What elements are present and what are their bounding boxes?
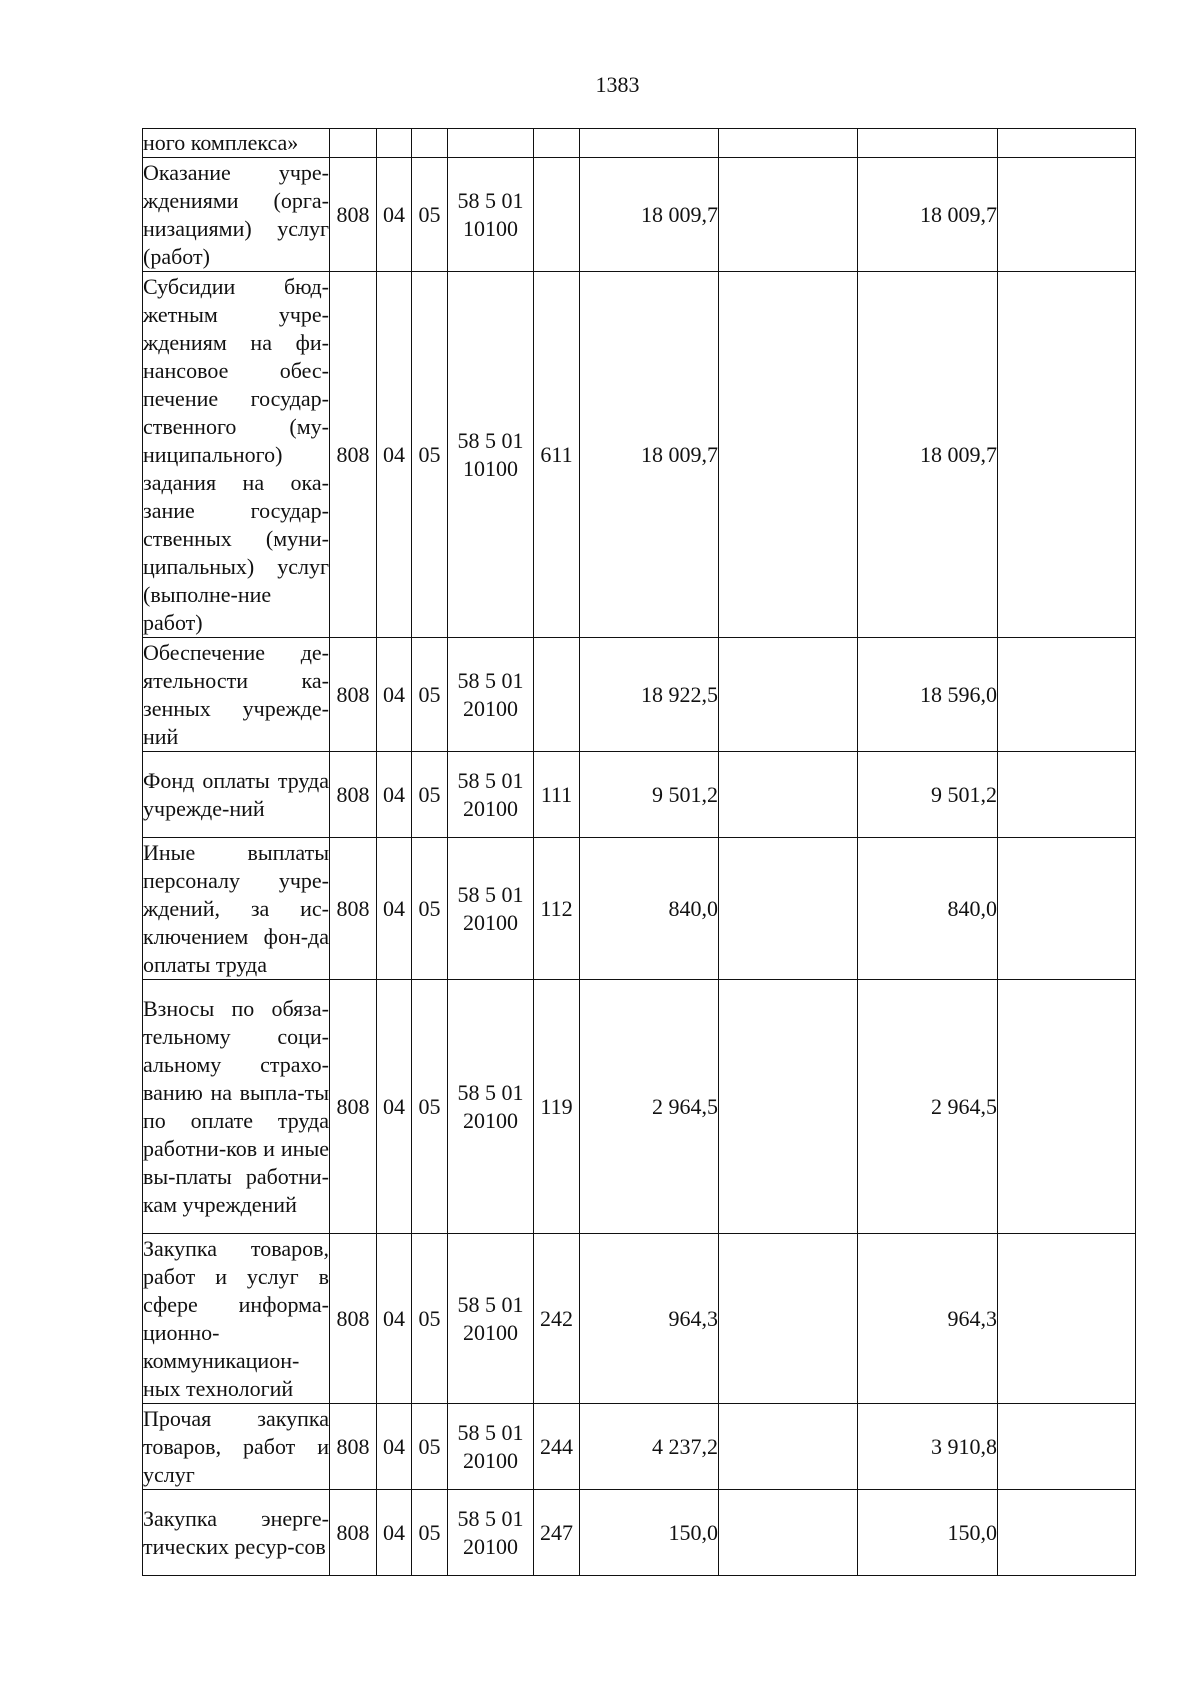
admin-code-cell: 808 <box>330 1404 377 1490</box>
section-code-cell <box>377 129 412 158</box>
target-article-cell: 58 5 01 20100 <box>448 638 534 752</box>
target-article-cell <box>448 129 534 158</box>
expense-type-cell: 119 <box>534 980 580 1234</box>
admin-code-cell: 808 <box>330 752 377 838</box>
subsection-code-cell: 05 <box>412 1490 448 1576</box>
amount-cell <box>719 980 858 1234</box>
row-name-cell: Оказание учре-ждениями (орга-низациями) услуг (работ) <box>143 158 330 272</box>
amount-cell: 18 009,7 <box>858 272 998 638</box>
admin-code-cell: 808 <box>330 158 377 272</box>
amount-cell <box>998 272 1136 638</box>
row-name-cell: Обеспечение де-ятельности ка-зенных учрежде-ний <box>143 638 330 752</box>
section-code-cell: 04 <box>377 838 412 980</box>
admin-code-cell: 808 <box>330 1490 377 1576</box>
expense-type-cell: 244 <box>534 1404 580 1490</box>
amount-cell <box>719 272 858 638</box>
amount-cell: 840,0 <box>858 838 998 980</box>
target-article-cell: 58 5 01 20100 <box>448 752 534 838</box>
target-article-cell: 58 5 01 10100 <box>448 158 534 272</box>
table-row <box>143 752 1136 838</box>
amount-cell: 18 596,0 <box>858 638 998 752</box>
target-article-cell: 58 5 01 20100 <box>448 1404 534 1490</box>
amount-cell: 18 009,7 <box>858 158 998 272</box>
row-name-cell: Взносы по обяза-тельному соци-альному страхо-ванию на выпла-ты по оплате труда работни-ков и иные вы-платы работни-кам учреждений <box>143 980 330 1234</box>
budget-table <box>142 128 1136 1576</box>
expense-type-cell <box>534 129 580 158</box>
amount-cell <box>998 980 1136 1234</box>
table-row <box>143 1404 1136 1490</box>
table-row <box>143 158 1136 272</box>
expense-type-cell: 111 <box>534 752 580 838</box>
subsection-code-cell: 05 <box>412 752 448 838</box>
section-code-cell: 04 <box>377 980 412 1234</box>
subsection-code-cell: 05 <box>412 980 448 1234</box>
amount-cell: 964,3 <box>580 1234 719 1404</box>
amount-cell <box>998 638 1136 752</box>
row-name-cell: Закупка товаров, работ и услуг в сфере информа-ционно-коммуникацион-ных технологий <box>143 1234 330 1404</box>
expense-type-cell: 112 <box>534 838 580 980</box>
target-article-cell: 58 5 01 10100 <box>448 272 534 638</box>
subsection-code-cell <box>412 129 448 158</box>
amount-cell: 18 009,7 <box>580 272 719 638</box>
amount-cell <box>719 752 858 838</box>
subsection-code-cell: 05 <box>412 1234 448 1404</box>
amount-cell: 9 501,2 <box>858 752 998 838</box>
table-row <box>143 272 1136 638</box>
page-number: 1383 <box>595 72 640 97</box>
row-name-cell: Иные выплаты персоналу учре-ждений, за ис-ключением фон-да оплаты труда <box>143 838 330 980</box>
amount-cell <box>719 638 858 752</box>
subsection-code-cell: 05 <box>412 838 448 980</box>
row-name-cell: Прочая закупка товаров, работ и услуг <box>143 1404 330 1490</box>
amount-cell: 2 964,5 <box>858 980 998 1234</box>
amount-cell <box>719 838 858 980</box>
row-name-cell: Фонд оплаты труда учрежде-ний <box>143 752 330 838</box>
expense-type-cell: 242 <box>534 1234 580 1404</box>
expense-type-cell: 611 <box>534 272 580 638</box>
section-code-cell: 04 <box>377 1404 412 1490</box>
amount-cell: 18 009,7 <box>580 158 719 272</box>
subsection-code-cell: 05 <box>412 638 448 752</box>
amount-cell <box>719 1490 858 1576</box>
table-row <box>143 129 1136 158</box>
subsection-code-cell: 05 <box>412 1404 448 1490</box>
subsection-code-cell: 05 <box>412 272 448 638</box>
amount-cell: 840,0 <box>580 838 719 980</box>
admin-code-cell: 808 <box>330 1234 377 1404</box>
table-row <box>143 1490 1136 1576</box>
table-row <box>143 838 1136 980</box>
amount-cell: 18 922,5 <box>580 638 719 752</box>
target-article-cell: 58 5 01 20100 <box>448 1234 534 1404</box>
amount-cell <box>719 1404 858 1490</box>
amount-cell: 3 910,8 <box>858 1404 998 1490</box>
amount-cell: 9 501,2 <box>580 752 719 838</box>
amount-cell: 4 237,2 <box>580 1404 719 1490</box>
amount-cell <box>998 1404 1136 1490</box>
admin-code-cell <box>330 129 377 158</box>
row-name-cell: ного комплекса» <box>143 129 330 158</box>
amount-cell <box>858 129 998 158</box>
target-article-cell: 58 5 01 20100 <box>448 838 534 980</box>
amount-cell <box>719 129 858 158</box>
section-code-cell: 04 <box>377 1490 412 1576</box>
table-row <box>143 980 1136 1234</box>
amount-cell <box>998 752 1136 838</box>
section-code-cell: 04 <box>377 752 412 838</box>
expense-type-cell: 247 <box>534 1490 580 1576</box>
admin-code-cell: 808 <box>330 272 377 638</box>
amount-cell <box>998 129 1136 158</box>
amount-cell: 964,3 <box>858 1234 998 1404</box>
subsection-code-cell: 05 <box>412 158 448 272</box>
amount-cell: 150,0 <box>580 1490 719 1576</box>
expense-type-cell <box>534 638 580 752</box>
amount-cell <box>998 1490 1136 1576</box>
target-article-cell: 58 5 01 20100 <box>448 980 534 1234</box>
table-row <box>143 1234 1136 1404</box>
row-name-cell: Субсидии бюд-жетным учре-ждениям на фи-нансовое обес-печение государ-ственного (му-ниципального) задания на ока-зание государ-ственных (муни-ципальных) услуг (выполне-ние работ) <box>143 272 330 638</box>
row-name-cell: Закупка энерге-тических ресур-сов <box>143 1490 330 1576</box>
table-row <box>143 638 1136 752</box>
admin-code-cell: 808 <box>330 838 377 980</box>
section-code-cell: 04 <box>377 272 412 638</box>
target-article-cell: 58 5 01 20100 <box>448 1490 534 1576</box>
expense-type-cell <box>534 158 580 272</box>
section-code-cell: 04 <box>377 638 412 752</box>
amount-cell: 2 964,5 <box>580 980 719 1234</box>
amount-cell: 150,0 <box>858 1490 998 1576</box>
admin-code-cell: 808 <box>330 980 377 1234</box>
admin-code-cell: 808 <box>330 638 377 752</box>
section-code-cell: 04 <box>377 158 412 272</box>
amount-cell <box>998 838 1136 980</box>
amount-cell <box>998 1234 1136 1404</box>
section-code-cell: 04 <box>377 1234 412 1404</box>
amount-cell <box>719 1234 858 1404</box>
amount-cell <box>719 158 858 272</box>
amount-cell <box>998 158 1136 272</box>
amount-cell <box>580 129 719 158</box>
